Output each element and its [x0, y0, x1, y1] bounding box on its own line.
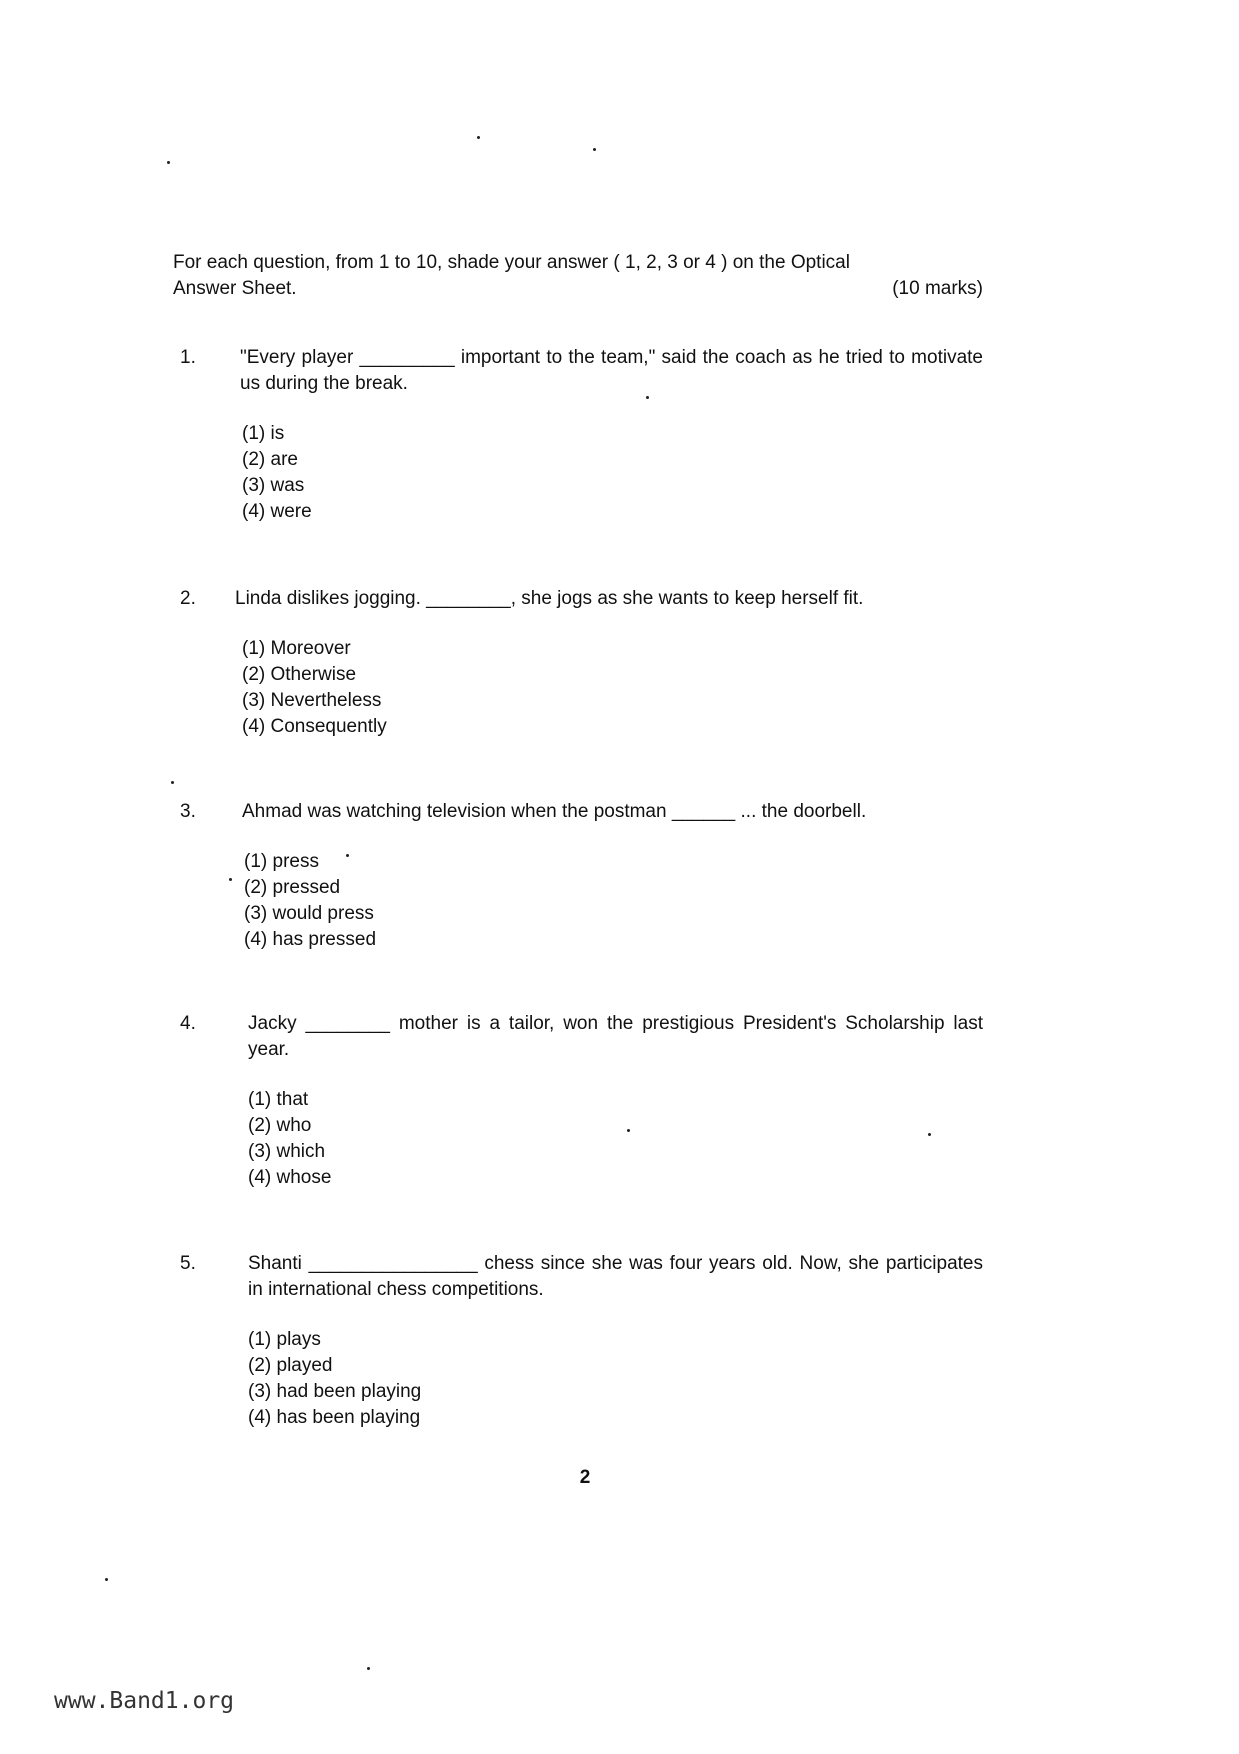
instructions	[173, 250, 983, 302]
scan-speck	[367, 1667, 370, 1670]
instructions-line2-row	[173, 276, 983, 302]
question-number: 3.	[180, 801, 196, 822]
question-1	[180, 345, 983, 525]
option-2: (2) who	[248, 1115, 312, 1136]
option-3: (3) Nevertheless	[242, 690, 382, 711]
scan-speck	[167, 161, 170, 164]
option-1: (1) is	[242, 423, 285, 444]
scan-speck	[105, 1578, 108, 1581]
question-3	[180, 799, 983, 953]
marks-label: (10 marks)	[892, 278, 983, 299]
scan-speck	[593, 148, 596, 151]
question-4	[180, 1011, 983, 1191]
instructions-line1: For each question, from 1 to 10, shade your answer ( 1, 2, 3 or 4 ) on the Optical	[173, 252, 850, 273]
option-1: (1) that	[248, 1089, 309, 1110]
option-4: (4) whose	[248, 1167, 332, 1188]
question-stem: Shanti ________________ chess since she was four years old. Now, she participates in international chess competitions.	[248, 1253, 983, 1300]
question-options	[248, 1087, 983, 1191]
question-stem: Linda dislikes jogging. ________, she jogs as she wants to keep herself fit.	[235, 588, 864, 609]
option-4: (4) Consequently	[242, 716, 387, 737]
footer-url[interactable]: www.Band1.org	[54, 1688, 235, 1714]
question-2	[180, 586, 983, 740]
option-4: (4) has been playing	[248, 1407, 421, 1428]
scan-speck	[477, 136, 480, 139]
option-3: (3) which	[248, 1141, 326, 1162]
option-4: (4) has pressed	[244, 929, 377, 950]
option-3: (3) would press	[244, 903, 374, 924]
option-2: (2) Otherwise	[242, 664, 357, 685]
page-number: 2	[579, 1467, 591, 1488]
question-stem: "Every player _________ important to the team," said the coach as he tried to motivate us during the break.	[240, 347, 983, 394]
question-options	[248, 1327, 983, 1431]
question-options	[242, 421, 983, 525]
question-5	[180, 1251, 983, 1431]
question-options	[242, 636, 983, 740]
option-3: (3) had been playing	[248, 1381, 422, 1402]
option-2: (2) played	[248, 1355, 333, 1376]
option-4: (4) were	[242, 501, 312, 522]
question-stem: Jacky ________ mother is a tailor, won the prestigious President's Scholarship last year.	[248, 1013, 983, 1060]
question-number: 2.	[180, 588, 196, 609]
scan-speck	[171, 781, 174, 784]
option-2: (2) pressed	[244, 877, 341, 898]
question-options	[244, 849, 983, 953]
option-2: (2) are	[242, 449, 298, 470]
question-number: 1.	[180, 347, 196, 368]
question-stem: Ahmad was watching television when the postman ______ ... the doorbell.	[242, 801, 867, 822]
option-1: (1) Moreover	[242, 638, 351, 659]
question-number: 4.	[180, 1013, 196, 1034]
option-3: (3) was	[242, 475, 305, 496]
option-1: (1) press	[244, 851, 319, 872]
instructions-line2: Answer Sheet.	[173, 278, 297, 299]
option-1: (1) plays	[248, 1329, 321, 1350]
question-number: 5.	[180, 1253, 196, 1274]
